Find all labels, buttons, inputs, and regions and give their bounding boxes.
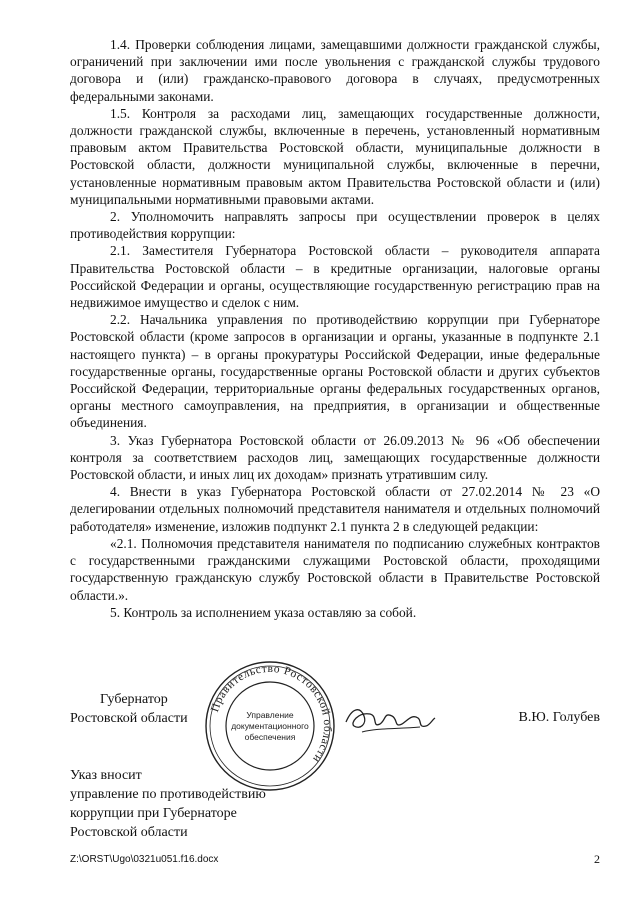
paragraph-1-5: 1.5. Контроля за расходами лиц, замещающих государственные должности, должности гражданской службы, включенные в перечень, установленный нормативным правовым актом Правительства Ростовской области, муниципальные должности в Ростовской области, должности муниципальной службы, включенные в перечни, установленные нормативным правовым актом Правительства Ростовской области и (или) муниципальными нормативными правовыми актами.	[70, 105, 600, 207]
seal-outer-text: Правительство Ростовской области	[209, 662, 334, 765]
paragraph-1-4: 1.4. Проверки соблюдения лицами, замещавшими должности гражданской службы, ограничений при заключении ими после увольнения с гражданской службы трудового договора и (или) гражданско-правового договора в случаях, предусмотренных федеральными законами.	[70, 37, 600, 104]
governor-title-line1: Губернатор	[100, 692, 168, 707]
document-body	[70, 36, 600, 621]
paragraph-2: 2. Уполномочить направлять запросы при осуществлении проверок в целях противодействия коррупции:	[70, 209, 600, 242]
seal-inner-line3: обеспечения	[244, 732, 296, 742]
note-line2: управление по противодействию	[70, 787, 266, 802]
note-line4: Ростовской области	[70, 825, 188, 840]
seal-inner-line2: документационного	[231, 721, 309, 731]
paragraph-3: 3. Указ Губернатора Ростовской области от 26.09.2013 № 96 «Об обеспечении контроля за соответствием расходов лиц, замещающих государственные должности Ростовской области, и иных лиц их доходам» признать утратившим силу.	[70, 432, 600, 483]
governor-title	[70, 690, 188, 728]
file-path: Z:\ORST\Ugo\0321u051.f16.docx	[70, 854, 219, 865]
note-line1: Указ вносит	[70, 768, 142, 783]
submitter-note	[70, 766, 266, 842]
paragraph-4: 4. Внести в указ Губернатора Ростовской области от 27.02.2014 № 23 «О делегировании отдельных полномочий представителя нанимателя и отдельных полномочий работодателя» изменение, изложив подпункт 2.1 пункта 2 в следующей редакции:	[70, 484, 600, 534]
page-number: 2	[594, 852, 600, 866]
paragraph-4-quote: «2.1. Полномочия представителя нанимателя по подписанию служебных контрактов с государственными гражданскими служащими Ростовской области, проходящими государственную гражданскую службу Ростовской области в Правительстве Ростовской области.».	[70, 535, 600, 603]
governor-name: В.Ю. Голубев	[518, 710, 600, 725]
paragraph-2-1: 2.1. Заместителя Губернатора Ростовской области – руководителя аппарата Правительства Ростовской области – в кредитные организации, налоговые органы Российской Федерации и органы, осуществляющие государственную регистрацию прав на недвижимое имущество и сделок с ним.	[70, 243, 600, 311]
seal-inner-line1: Управление	[246, 710, 294, 720]
governor-title-line2: Ростовской области	[70, 711, 188, 726]
paragraph-5: 5. Контроль за исполнением указа оставляю за собой.	[110, 604, 417, 620]
note-line3: коррупции при Губернаторе	[70, 806, 237, 821]
paragraph-2-2: 2.2. Начальника управления по противодействию коррупции при Губернаторе Ростовской области (кроме запросов в организации и органы, указанные в подпункте 2.1 настоящего пункта) – в органы прокуратуры Российской Федерации, иные федеральные государственные органы, государственные органы Ростовской области и других субъектов Российской Федерации, территориальные органы федеральных государственных органов, органы местного самоуправления, на предприятия, в организации и общественные объединения.	[70, 312, 600, 431]
signature-block	[70, 660, 600, 770]
handwritten-signature	[342, 698, 438, 740]
